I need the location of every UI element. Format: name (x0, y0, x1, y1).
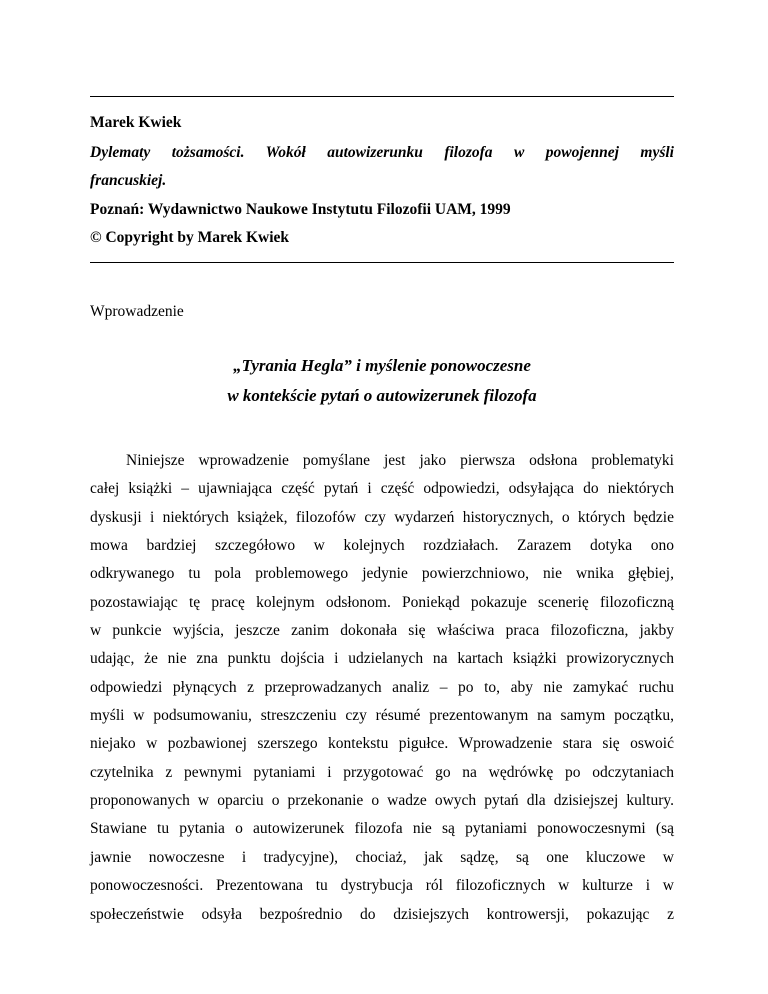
body-line: całej książki – ujawniająca część pytań i część odpowiedzi, odsyłająca do niektórych (90, 480, 674, 498)
author-name: Marek Kwiek (90, 114, 182, 131)
copyright-notice: © Copyright by Marek Kwiek (90, 229, 290, 246)
chapter-heading-line-1: „Tyrania Hegla” i myślenie ponowoczesne (233, 356, 531, 375)
body-line: czytelnika z pewnymi pytaniami i przygotować go na wędrówkę po odczytaniach (90, 763, 674, 781)
section-label: Wprowadzenie (90, 303, 184, 320)
body-line: udając, że nie zna punktu dojścia i udzielanych na kartach książki prowizorycznych (90, 650, 674, 668)
body-line: proponowanych w oparciu o przekonanie o wadze owych pytań dla dzisiejszej kultury. (90, 792, 674, 810)
body-paragraph (90, 447, 674, 929)
body-line: dyskusji i niektórych książek, filozofów czy wydarzeń historycznych, o których będzie (90, 508, 674, 526)
body-line: niejako w pozbawionej szerszego kontekstu pigułce. Wprowadzenie stara się oswoić (90, 735, 674, 753)
body-line: pozostawiając tę pracę kolejnym odsłonom. Poniekąd pokazuje scenerię filozoficzną (90, 593, 674, 611)
book-title-line-1: Dylematy tożsamości. Wokół autowizerunku filozofa w powojennej myśli (90, 144, 674, 161)
book-title-line-2: francuskiej. (90, 172, 167, 189)
body-line: ponowoczesności. Prezentowana tu dystrybucja ról filozoficznych w kulturze i w (90, 877, 674, 895)
body-line: Niniejsze wprowadzenie pomyślane jest jako pierwsza odsłona problematyki (126, 452, 674, 469)
body-line: myśli w podsumowaniu, streszczeniu czy résumé prezentowanym na samym początku, (90, 707, 674, 725)
body-line: mowa bardziej szczegółowo w kolejnych rozdziałach. Zarazem dotyka ono (90, 537, 674, 555)
body-line: jawnie nowoczesne i tradycyjne), chociaż, jak sądzę, są one kluczowe w (90, 848, 674, 866)
body-line: społeczeństwie odsyła bezpośrednio do dzisiejszych kontrowersji, pokazując z (90, 905, 674, 923)
body-line: odpowiedzi płynących z przeprowadzanych analiz – po to, aby nie zamykać ruchu (90, 678, 674, 696)
publisher-info: Poznań: Wydawnictwo Naukowe Instytutu Filozofii UAM, 1999 (90, 201, 511, 218)
top-rule (90, 96, 674, 97)
chapter-heading-line-2: w kontekście pytań o autowizerunek filozofa (227, 386, 537, 405)
body-line: Stawiane tu pytania o autowizerunek filozofa nie są pytaniami ponowoczesnymi (są (90, 820, 674, 838)
bottom-rule (90, 262, 674, 263)
body-line: w punkcie wyjścia, jeszcze zanim dokonała się właściwa praca filozoficzna, jakby (90, 622, 674, 640)
body-line: odkrywanego tu pola problemowego jedynie powierzchniowo, nie wnika głębiej, (90, 565, 674, 583)
